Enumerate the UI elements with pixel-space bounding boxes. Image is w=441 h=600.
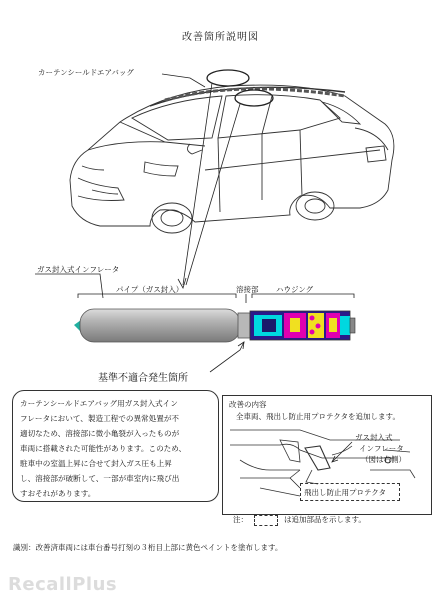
watermark-logo: RecallPlus [8, 574, 118, 595]
airbag-leader-line [162, 74, 205, 87]
inflator-detail-line: ガス封入式 [355, 433, 393, 442]
note [233, 514, 366, 526]
inflator-detail-label [355, 432, 406, 465]
nonconformity-pointer [210, 342, 244, 372]
inflator-pipe [80, 309, 240, 342]
weld-joint [238, 313, 250, 338]
nonconformity-label: 基準不適合発生箇所 [98, 373, 188, 384]
explanation-line: 適切なため、溶接部に微小亀裂が入ったものが [20, 429, 180, 438]
explanation-line: し、溶接部が破断して、一部が車室内に飛び出 [20, 474, 180, 483]
explanation-line: 車両に搭載された可能性があります。このため、 [20, 444, 187, 453]
inflator-label: ガス封入式インフレータ [37, 265, 120, 274]
pipe-label: パイプ（ガス封入） [116, 285, 184, 294]
dashed-box-sample [254, 515, 278, 526]
car-wheels [152, 192, 334, 233]
identification-note: 識別：改善済車両には車台番号打刻の３桁目上部に黄色ペイントを塗布します。 [13, 543, 283, 552]
improvement-title: 改善の内容 [229, 400, 267, 409]
inflator-detail-line: （図は右側） [361, 455, 406, 464]
housing-label: ハウジング [276, 285, 314, 294]
explanation-line: 駐車中の室温上昇に合せて封入ガス圧も上昇 [20, 459, 172, 468]
note-suffix: は追加部品を示します。 [284, 515, 366, 524]
weld-label: 溶接部 [236, 285, 259, 294]
explanation-line: すおそれがあります。 [20, 489, 96, 498]
note-prefix: 注： [233, 515, 248, 524]
explanation-line: フレータにおいて、製造工程での異常処置が不 [20, 414, 180, 423]
inflator-detail-line: インフレータ [359, 444, 404, 453]
explanation-text [20, 396, 214, 501]
inflator-housing [250, 311, 355, 340]
airbag-label: カーテンシールドエアバッグ [38, 68, 134, 77]
callout-circle-rear [235, 90, 273, 106]
car-illustration [70, 85, 394, 226]
improvement-description: 全車両、飛出し防止用プロテクタを追加します。 [236, 412, 400, 421]
callout-circle-front [207, 70, 249, 86]
leader-line-1 [183, 83, 212, 285]
leader-line-2 [186, 104, 240, 285]
page-title: 改善箇所説明図 [182, 32, 259, 43]
protector-label: 飛出し防止用プロテクタ [304, 488, 387, 497]
explanation-line: カーテンシールドエアバッグ用ガス封入式イン [20, 399, 178, 408]
